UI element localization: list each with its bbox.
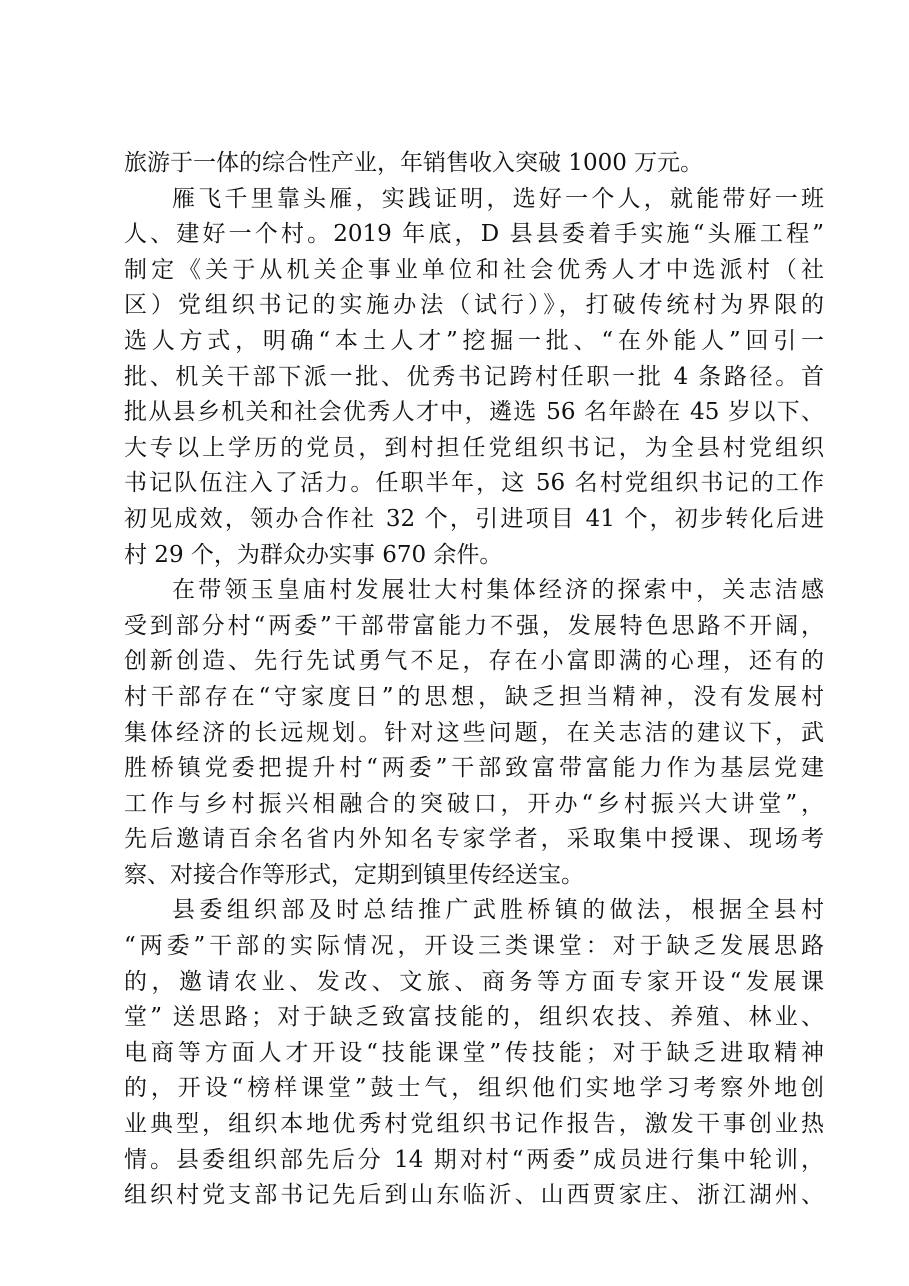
- text-line: 组织村党支部书记先后到山东临沂、山西贾家庄、浙江湖州、: [124, 1182, 824, 1209]
- text-line: 初见成效，领办合作社 32 个，引进项目 41 个，初步转化后进: [124, 505, 824, 532]
- text-line: 区）党组织书记的实施办法（试行）》，打破传统村为界限的: [124, 292, 824, 319]
- document-body: [124, 146, 824, 1214]
- text-line: “两委”干部的实际情况，开设三类课堂：对于缺乏发展思路: [124, 933, 824, 960]
- text-line: 情。县委组织部先后分 14 期对村“两委”成员进行集中轮训，: [124, 1146, 824, 1173]
- paragraph: [124, 893, 824, 1213]
- text-line: 制定《关于从机关企事业单位和社会优秀人才中选派村（社: [124, 256, 824, 283]
- text-line: 雁飞千里靠头雁，实践证明，选好一个人，就能带好一班: [172, 185, 824, 212]
- text-line: 的，开设“榜样课堂”鼓士气，组织他们实地学习考察外地创: [124, 1075, 824, 1102]
- text-line: 察、对接合作等形式，定期到镇里传经送宝。: [124, 861, 584, 888]
- text-line: 的，邀请农业、发改、文旅、商务等方面专家开设“发展课: [124, 968, 824, 995]
- text-line: 大专以上学历的党员，到村担任党组织书记，为全县村党组织: [124, 434, 824, 461]
- text-line: 集体经济的长远规划。针对这些问题，在关志洁的建议下，武: [124, 719, 824, 746]
- text-line: 县委组织部及时总结推广武胜桥镇的做法，根据全县村: [172, 897, 824, 924]
- text-line: 村 29 个，为群众办实事 670 余件。: [124, 541, 503, 568]
- text-line: 工作与乡村振兴相融合的突破口，开办“乡村振兴大讲堂”，: [124, 790, 824, 817]
- text-line: 电商等方面人才开设“技能课堂”传技能；对于缺乏进取精神: [124, 1039, 824, 1066]
- text-line: 批从县乡机关和社会优秀人才中，遴选 56 名年龄在 45 岁以下、: [124, 399, 824, 426]
- text-line: 书记队伍注入了活力。任职半年，这 56 名村党组织书记的工作: [124, 470, 824, 497]
- text-line: 在带领玉皇庙村发展壮大村集体经济的探索中，关志洁感: [172, 577, 824, 604]
- paragraph: [124, 182, 824, 574]
- text-line: 创新创造、先行先试勇气不足，存在小富即满的心理，还有的: [124, 648, 824, 675]
- text-line: 选人方式，明确“本土人才”挖掘一批、“在外能人”回引一: [124, 327, 824, 354]
- paragraph: [124, 573, 824, 893]
- text-line: 旅游于一体的综合性产业，年销售收入突破 1000 万元。: [124, 150, 704, 176]
- text-line: 胜桥镇党委把提升村“两委”干部致富带富能力作为基层党建: [124, 755, 824, 782]
- text-line: 受到部分村“两委”干部带富能力不强，发展特色思路不开阔，: [124, 612, 824, 639]
- text-line: 业典型，组织本地优秀村党组织书记作报告，激发干事创业热: [124, 1111, 824, 1138]
- text-line: 村干部存在“守家度日”的思想，缺乏担当精神，没有发展村: [124, 683, 824, 710]
- text-line: 批、机关干部下派一批、优秀书记跨村任职一批 4 条路径。首: [124, 363, 824, 390]
- text-line: 堂” 送思路；对于缺乏致富技能的，组织农技、养殖、林业、: [124, 1004, 824, 1031]
- text-line: 先后邀请百余名省内外知名专家学者，采取集中授课、现场考: [124, 826, 824, 853]
- text-line: 人、建好一个村。2019 年底，D 县县委着手实施“头雁工程”: [124, 221, 824, 248]
- paragraph: [124, 146, 824, 182]
